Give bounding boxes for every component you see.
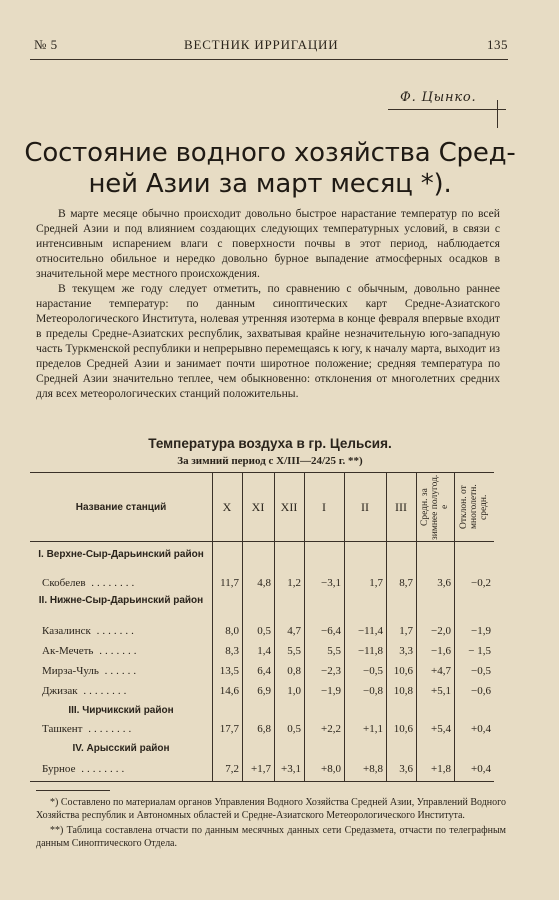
cell-i: −1,9 [321, 685, 341, 697]
cell-x: 8,3 [225, 645, 239, 657]
station-name: Казалинск ....... [42, 625, 137, 637]
col-header-deviation-text: Отклон. от многолетн. средн. [459, 484, 489, 530]
cell-x: 14,6 [219, 685, 239, 697]
station-name: Ак-Мечеть ....... [42, 645, 140, 657]
cell-x: 7,2 [225, 763, 239, 775]
footnote-2: **) Таблица составлена отчасти по данным месячных данных сети Средазмета, отчасти по телеграфным данным Синоптического Отдела. [36, 825, 506, 849]
cell-deviation: −0,5 [471, 665, 491, 677]
cell-deviation: −0,6 [471, 685, 491, 697]
cell-i: −3,1 [321, 577, 341, 589]
author-rule [497, 100, 498, 128]
table-row [30, 759, 494, 779]
table-row [30, 681, 494, 701]
cell-xii: 5,5 [287, 645, 301, 657]
station-name: Скобелев ........ [42, 577, 138, 589]
article-title-line1: Состояние водного хозяйства Сред- [24, 138, 516, 168]
station-name-text: Казалинск [42, 625, 91, 637]
region-label-1: I. Верхне-Сыр-Дарьинский район [38, 549, 204, 560]
col-header-ii: II [361, 499, 369, 514]
article-title [20, 138, 520, 200]
station-name: Бурное ........ [42, 763, 128, 775]
col-header-average [416, 473, 454, 541]
cell-ii: 1,7 [369, 577, 383, 589]
header-rule-line [30, 541, 494, 542]
cell-ii: −11,8 [357, 645, 383, 657]
station-name: Мирза-Чуль ...... [42, 665, 140, 677]
cell-average: −2,0 [431, 625, 451, 637]
cell-xi: 4,8 [257, 577, 271, 589]
footnotes [36, 796, 506, 852]
col-header-i: I [322, 499, 326, 514]
cell-ii: −0,8 [363, 685, 383, 697]
article-body [36, 206, 500, 401]
cell-i: −2,3 [321, 665, 341, 677]
table-row [30, 641, 494, 661]
cell-xi: 1,4 [257, 645, 271, 657]
cell-deviation: +0,4 [471, 723, 491, 735]
col-header-x: X [222, 499, 232, 514]
paragraph-1: В марте месяце обычно происходит довольно быстрое нарастание температур по всей Средней Азии и под влиянием создающих следующих температурных условий, в связи с интенсивным испарением влаги с поверхности почвы в этот период, наблюдается относительно обильное и нередко довольно бурное выпадение атмосферных осадков в значительной мере местного происхождения. [36, 207, 500, 280]
station-name-text: Джизак [42, 685, 78, 697]
cell-average: +4,7 [431, 665, 451, 677]
cell-x: 8,0 [225, 625, 239, 637]
running-head [34, 34, 508, 56]
header-rule [30, 59, 508, 60]
cell-ii: +1,1 [363, 723, 383, 735]
table-row [30, 621, 494, 641]
col-header-xi: XI [251, 499, 265, 514]
col-header-name: Название станций [75, 501, 167, 513]
station-name-text: Ташкент [42, 723, 83, 735]
cell-iii: 10,6 [393, 723, 413, 735]
cell-average: +5,1 [431, 685, 451, 697]
station-name-text: Бурное [42, 763, 76, 775]
station-name: Джизак ........ [42, 685, 130, 697]
station-name-text: Скобелев [42, 577, 86, 589]
col-header-iii: III [395, 499, 407, 514]
cell-xi: 0,5 [257, 625, 271, 637]
cell-ii: +8,8 [363, 763, 383, 775]
temperature-table [30, 472, 494, 782]
station-name-text: Мирза-Чуль [42, 665, 99, 677]
cell-average: −1,6 [431, 645, 451, 657]
cell-ii: −11,4 [357, 625, 383, 637]
cell-xi: 6,4 [257, 665, 271, 677]
cell-average: +1,8 [431, 763, 451, 775]
page-number: 135 [487, 37, 508, 52]
journal-title: ВЕСТНИК ИРРИГАЦИИ [184, 37, 339, 52]
cell-deviation: −0,2 [471, 577, 491, 589]
region-label-2: II. Нижне-Сыр-Дарьинский район [38, 595, 204, 606]
cell-i: −6,4 [321, 625, 341, 637]
table-subtitle: За зимний период с X/III—24/25 г. **) [177, 455, 363, 467]
cell-iii: 1,7 [399, 625, 413, 637]
paragraph-2: В текущем же году следует отметить, по сравнению с обычным, довольно раннее нарастание температур: по данным синоптических карт Средне-Азиатского Метеорологического Института, нолевая утренняя изотерма в конце февраля впервые входит в пределы Средне-Азиатских республик, захватывая крайне незначительную юго-западную часть Туркменской республики и непрерывно перемещаясь к югу, к началу марта, выходит из пределов Средней Азии и занимает почти широтное положение; средняя температура по Средней Азии значительно теплее, чем обыкновенно: отклонения от многолетних средних для всех метеорологических станций положительны. [36, 282, 500, 400]
footnote-rule [36, 790, 110, 791]
cell-iii: 3,3 [399, 645, 413, 657]
col-header-xii: XII [280, 499, 298, 514]
cell-average: +5,4 [431, 723, 451, 735]
cell-iii: 10,6 [393, 665, 413, 677]
issue-number: № 5 [34, 37, 58, 52]
cell-xii: +3,1 [281, 763, 301, 775]
region-label-4: IV. Арысский район [72, 743, 170, 754]
cell-iii: 8,7 [399, 577, 413, 589]
cell-xi: +1,7 [251, 763, 271, 775]
col-header-average-text: Средн. за зимнее полугод. е [420, 474, 450, 540]
cell-iii: 3,6 [399, 763, 413, 775]
author-name: Ф. Цынко. [400, 90, 477, 105]
table-row [30, 719, 494, 739]
region-label-3: III. Чирчикский район [68, 705, 174, 716]
cell-x: 11,7 [220, 577, 239, 589]
cell-i: +8,0 [321, 763, 341, 775]
cell-xii: 0,5 [287, 723, 301, 735]
cell-xi: 6,8 [257, 723, 271, 735]
table-row [30, 661, 494, 681]
cell-x: 17,7 [219, 723, 239, 735]
station-name-text: Ак-Мечеть [42, 645, 94, 657]
cell-ii: −0,5 [363, 665, 383, 677]
cell-xi: 6,9 [257, 685, 271, 697]
cell-deviation: +0,4 [471, 763, 491, 775]
station-name: Ташкент ........ [42, 723, 135, 735]
cell-xii: 1,0 [287, 685, 301, 697]
cell-iii: 10,8 [393, 685, 413, 697]
cell-i: +2,2 [321, 723, 341, 735]
table-title: Температура воздуха в гр. Цельсия. [148, 436, 392, 451]
col-header-deviation [454, 473, 494, 541]
footnote-1: *) Составлено по материалам органов Управления Водного Хозяйства Средней Азии, Управлений Водного Хозяйства республик и Автономных областей и Средне-Азиатского Метеорологического Института. [36, 797, 506, 821]
cell-xii: 4,7 [287, 625, 301, 637]
cell-i: 5,5 [327, 645, 341, 657]
article-title-line2: ней Азии за март месяц *). [88, 169, 452, 199]
cell-x: 13,5 [219, 665, 239, 677]
cell-xii: 1,2 [287, 577, 301, 589]
table-row [30, 573, 494, 593]
cell-deviation: −1,9 [471, 625, 491, 637]
cell-xii: 0,8 [287, 665, 301, 677]
cell-average: 3,6 [437, 577, 451, 589]
cell-deviation: − 1,5 [468, 645, 491, 657]
